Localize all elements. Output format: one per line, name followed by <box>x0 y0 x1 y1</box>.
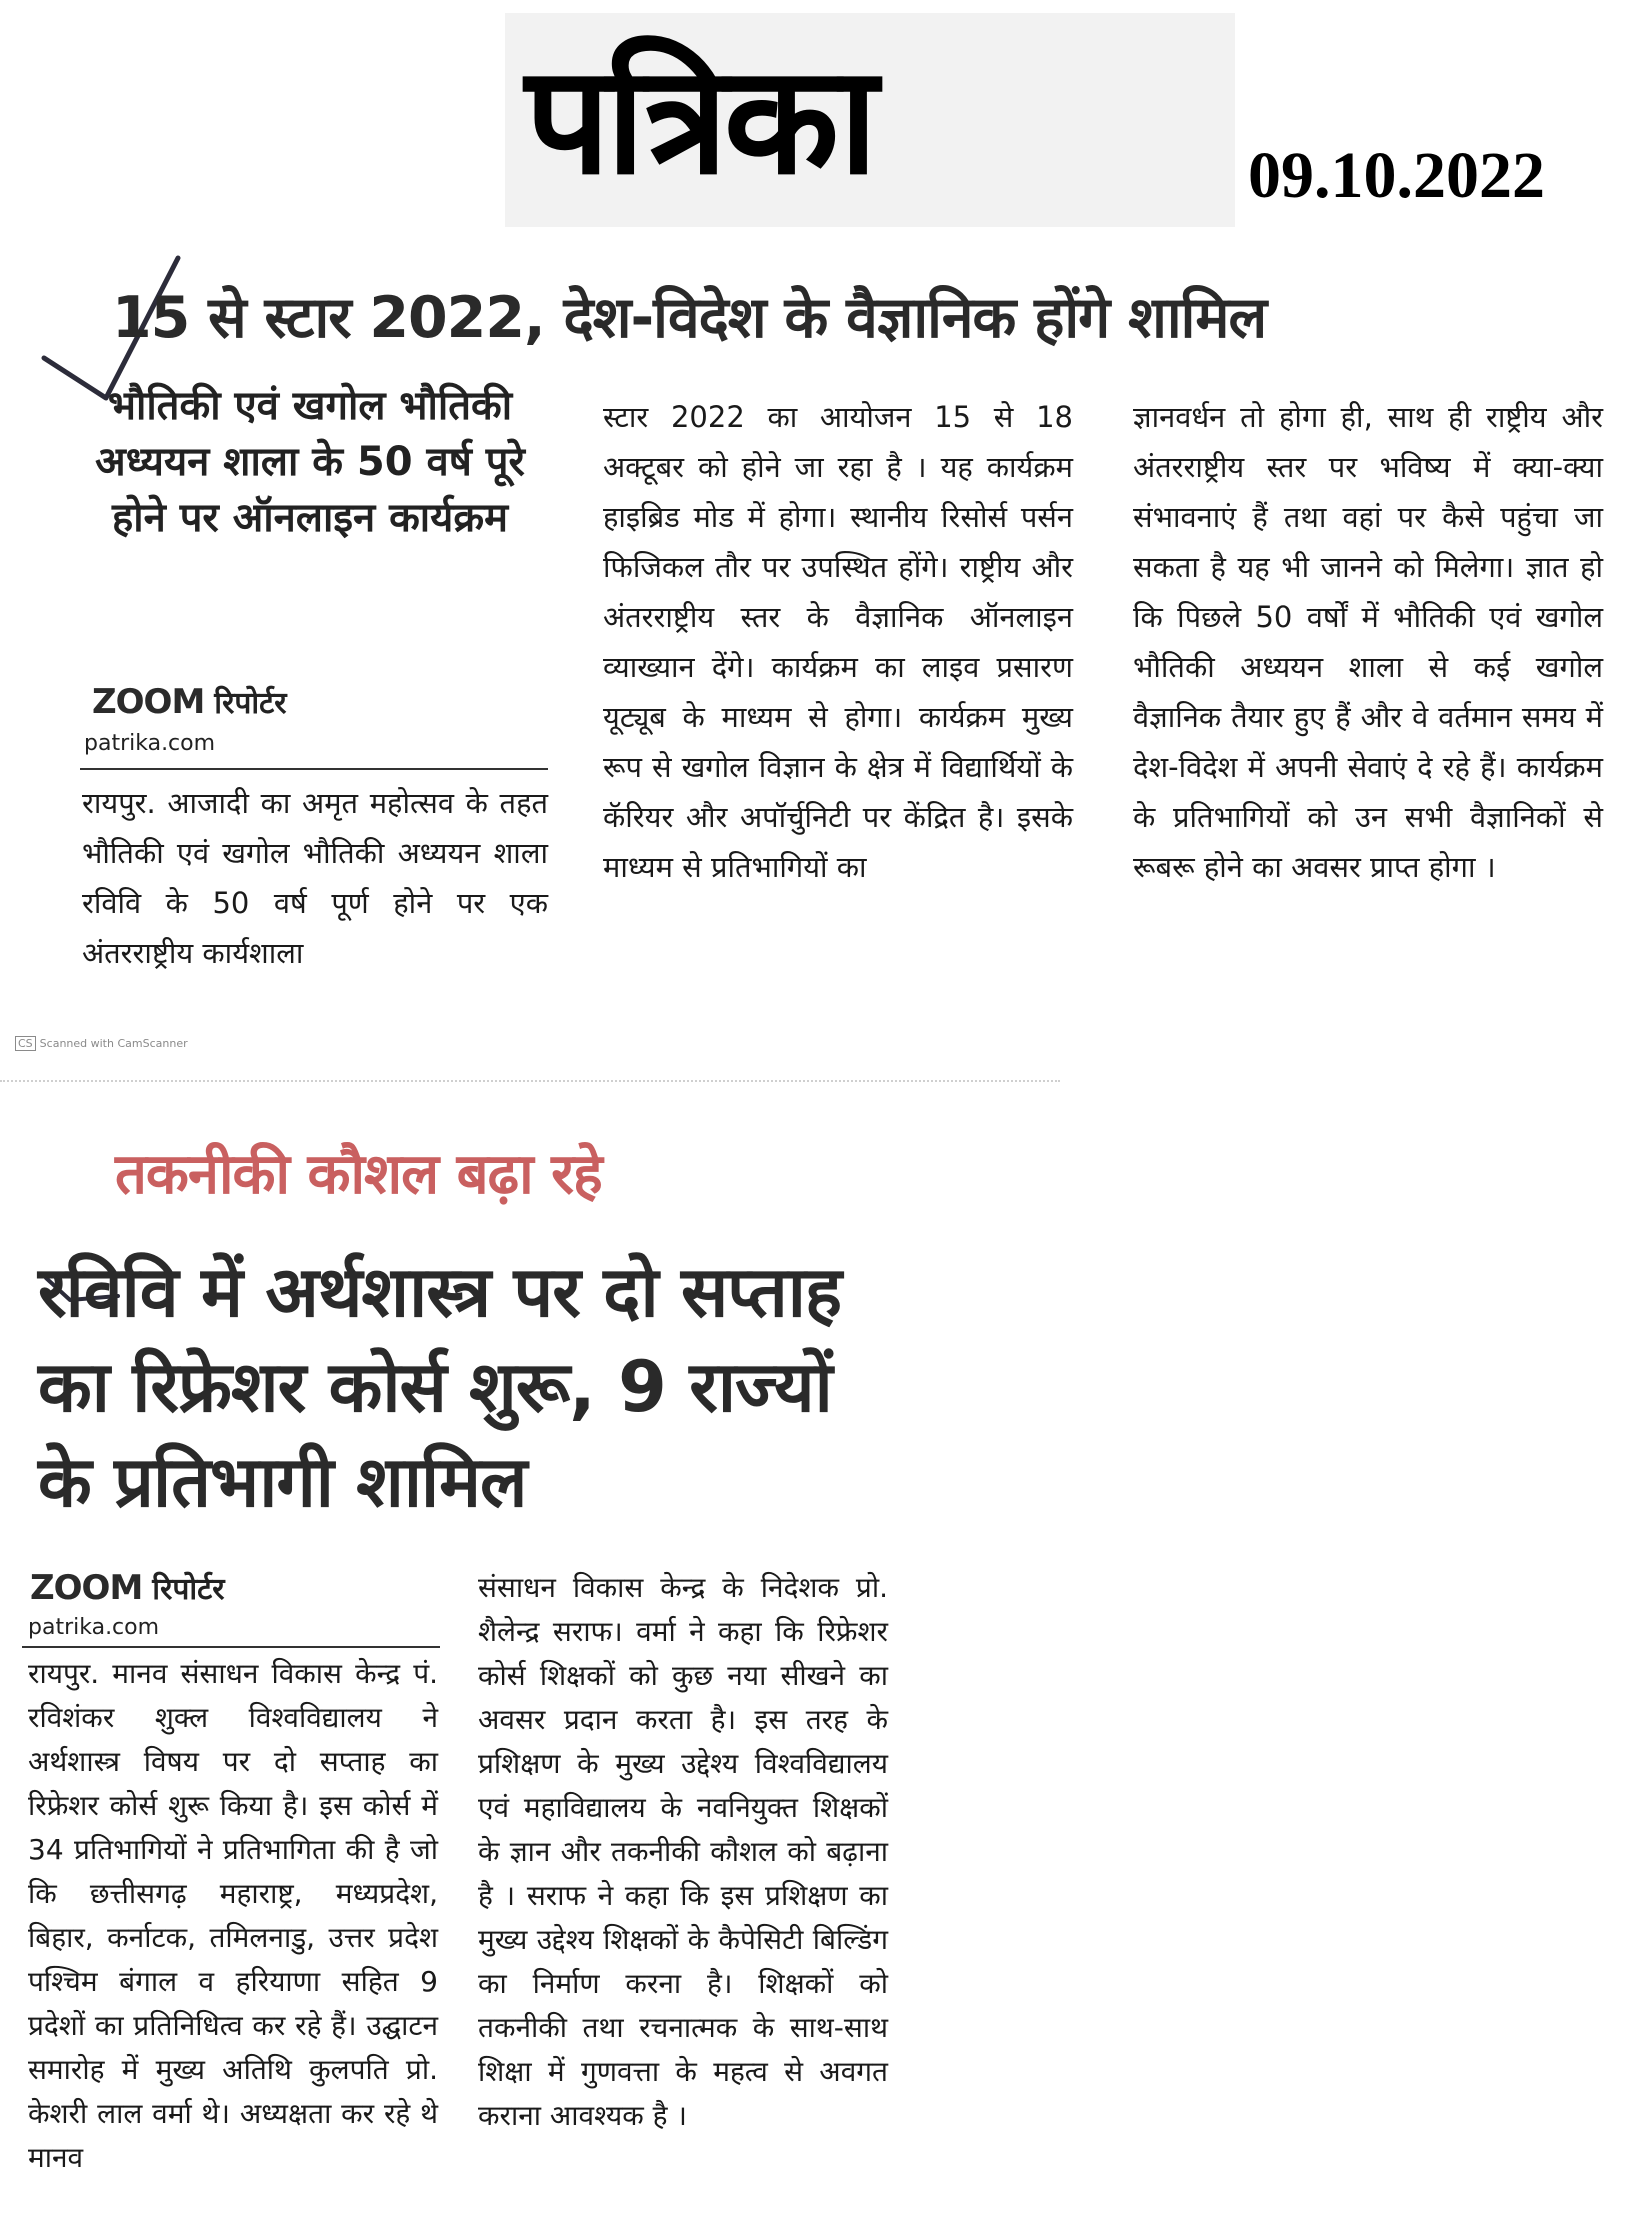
clipping-edge <box>0 1080 1060 1086</box>
publication-date: 09.10.2022 <box>1248 139 1545 212</box>
byline-role: रिपोर्टर <box>152 1572 225 1607</box>
zoom-logo: ZOOM <box>30 1568 143 1608</box>
article-1-column-2 <box>603 392 1073 892</box>
newspaper-masthead: पत्रिका <box>525 32 874 208</box>
article-2-column-1-text: रायपुर. मानव संसाधन विकास केन्द्र पं. रविशंकर शुक्ल विश्वविद्यालय ने अर्थशास्त्र विषय पर दो सप्ताह का रिफ्रेशर कोर्स शुरू किया है। इस कोर्स में 34 प्रतिभागियों ने प्रतिभागिता की है जो कि छत्तीसगढ़ महाराष्ट्र, मध्यप्रदेश, बिहार, कर्नाटक, तमिलनाडु, उत्तर प्रदेश पश्चिम बंगाल व हरियाणा सहित 9 प्रदेशों का प्रतिनिधित्व कर रहे हैं। उद्घाटन समारोह में मुख्य अतिथि कुलपति प्रो. केशरी लाल वर्मा थे। अध्यक्षता कर रहे थे मानव <box>28 1657 438 2174</box>
article-1-column-3 <box>1133 392 1603 892</box>
article-1-site: patrika.com <box>84 731 216 756</box>
zoom-logo: ZOOM <box>92 682 205 722</box>
article-1-byline <box>92 684 287 722</box>
byline-divider <box>80 768 548 770</box>
article-2-kicker: तकनीकी कौशल बढ़ा रहे <box>115 1142 602 1207</box>
article-1-column-1-text: रायपुर. आजादी का अमृत महोत्सव के तहत भौतिकी एवं खगोल भौतिकी अध्ययन शाला रविवि के 50 वर्ष पूर्ण होने पर एक अंतरराष्ट्रीय कार्यशाला <box>82 786 548 970</box>
article-2-column-1 <box>28 1652 438 2180</box>
article-2-column-2-text: संसाधन विकास केन्द्र के निदेशक प्रो. शैलेन्द्र सराफ। वर्मा ने कहा कि रिफ्रेशर कोर्स शिक्षकों को कुछ नया सीखने का अवसर प्रदान करता है। इस तरह के प्रशिक्षण के मुख्य उद्देश्य विश्वविद्यालय एवं महाविद्यालय के नवनियुक्त शिक्षकों के ज्ञान और तकनीकी कौशल को बढ़ाना है । सराफ ने कहा कि इस प्रशिक्षण का मुख्य उद्देश्य शिक्षकों के कैपेसिटी बिल्डिंग का निर्माण करना है। शिक्षकों को तकनीकी तथा रचनात्मक के साथ-साथ शिक्षा में गुणवत्ता के महत्व से अवगत कराना आवश्यक है । <box>478 1571 888 2132</box>
scanner-text: Scanned with CamScanner <box>39 1037 188 1050</box>
byline-role: रिपोर्टर <box>214 686 287 721</box>
article-1-column-1 <box>82 778 548 978</box>
article-1-subhead: भौतिकी एवं खगोल भौतिकी अध्ययन शाला के 50 वर्ष पूरे होने पर ऑनलाइन कार्यक्रम <box>95 383 525 541</box>
article-2-headline: रविवि में अर्थशास्त्र पर दो सप्ताह का रिफ्रेशर कोर्स शुरू, 9 राज्यों के प्रतिभागी शामिल <box>38 1251 842 1523</box>
article-1-headline: 15 से स्टार 2022, देश-विदेश के वैज्ञानिक होंगे शामिल <box>112 285 1267 351</box>
article-2-byline <box>30 1570 225 1608</box>
article-1-column-3-text: ज्ञानवर्धन तो होगा ही, साथ ही राष्ट्रीय और अंतरराष्ट्रीय स्तर पर भविष्य में क्या-क्या संभावनाएं हैं तथा वहां पर कैसे पहुंचा जा सकता है यह भी जानने को मिलेगा। ज्ञात हो कि पिछले 50 वर्षों में भौतिकी एवं खगोल भौतिकी अध्ययन शाला से कई खगोल वैज्ञानिक तैयार हुए हैं और वे वर्तमान समय में देश-विदेश में अपनी सेवाएं दे रहे हैं। कार्यक्रम के प्रतिभागियों को उन सभी वैज्ञानिकों से रूबरू होने का अवसर प्राप्त होगा । <box>1133 400 1603 884</box>
scanner-watermark <box>15 1036 188 1051</box>
article-2-site: patrika.com <box>28 1615 160 1640</box>
scanner-badge: CS <box>15 1036 36 1051</box>
article-1-column-2-text: स्टार 2022 का आयोजन 15 से 18 अक्टूबर को होने जा रहा है । यह कार्यक्रम हाइब्रिड मोड में होगा। स्थानीय रिसोर्स पर्सन फिजिकल तौर पर उपस्थित होंगे। राष्ट्रीय और अंतरराष्ट्रीय स्तर के वैज्ञानिक ऑनलाइन व्याख्यान देंगे। कार्यक्रम का लाइव प्रसारण यूट्यूब के माध्यम से होगा। कार्यक्रम मुख्य रूप से खगोल विज्ञान के क्षेत्र में विद्यार्थियों के कॅरियर और अपॉर्चुनिटी पर केंद्रित है। इसके माध्यम से प्रतिभागियों का <box>603 400 1073 884</box>
byline-divider <box>22 1646 440 1648</box>
article-2-column-2 <box>478 1566 888 2138</box>
